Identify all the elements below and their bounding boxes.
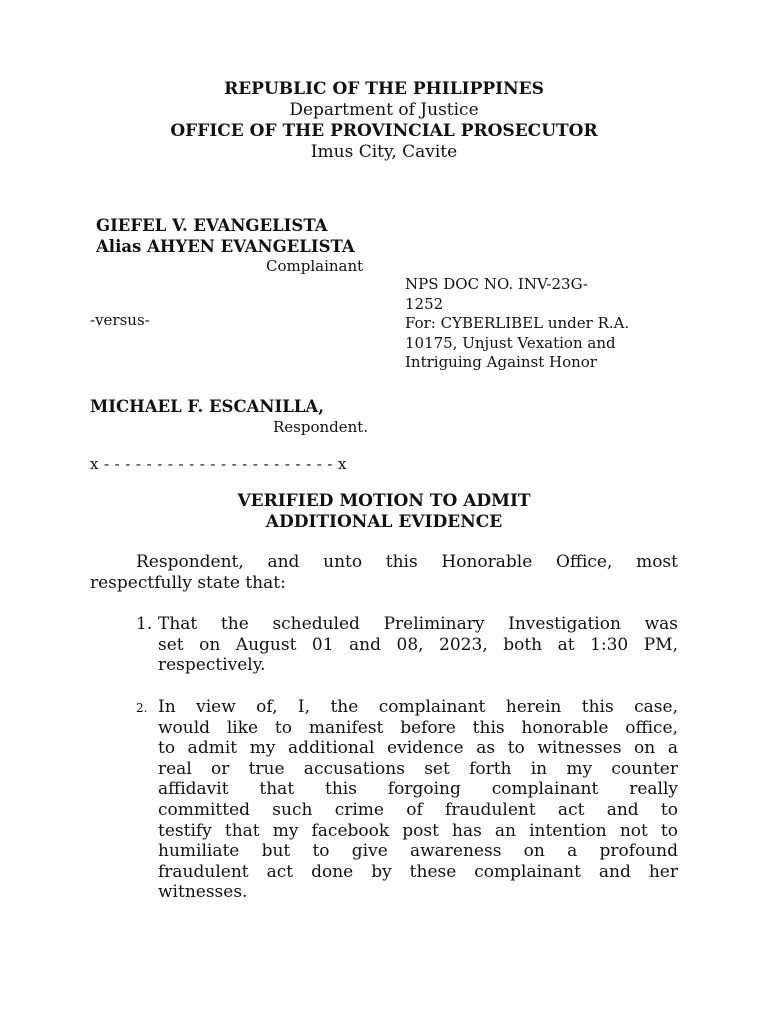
list-item-text <box>158 697 678 903</box>
list-item-line: respectively. <box>158 655 266 676</box>
list-item-1 <box>136 614 678 676</box>
header-department: Department of Justice <box>289 100 479 120</box>
respondent-label: Respondent. <box>273 418 369 436</box>
complainant-alias: Alias AHYEN EVANGELISTA <box>96 237 355 256</box>
list-item-line: real or true accusations set forth in my counter <box>158 758 678 779</box>
list-item-line: committed such crime of fraudulent act and to <box>158 799 678 820</box>
case-info-line: 1252 <box>405 294 444 313</box>
case-info-line: Intriguing Against Honor <box>405 353 597 371</box>
complainant-name: GIEFEL V. EVANGELISTA <box>96 216 328 235</box>
caption-separator: x - - - - - - - - - - - - - - - - - - - - - - x <box>90 455 347 473</box>
document-title-line1: VERIFIED MOTION TO ADMIT <box>237 491 531 511</box>
list-item-line: to admit my additional evidence as to witnesses on a <box>158 738 678 759</box>
intro-line: respectfully state that: <box>90 572 286 593</box>
case-info-line: NPS DOC NO. INV-23G- <box>405 275 588 293</box>
versus-label: -versus- <box>90 311 150 329</box>
list-item-line: In view of, I, the complainant herein this case, <box>158 697 678 717</box>
intro-line: Respondent, and unto this Honorable Office, most <box>136 552 678 572</box>
header-republic: REPUBLIC OF THE PHILIPPINES <box>224 79 544 99</box>
list-item-line: fraudulent act done by these complainant and her <box>158 861 678 882</box>
list-item-line: set on August 01 and 08, 2023, both at 1:30 PM, <box>158 634 678 655</box>
list-item-line: That the scheduled Preliminary Investigation was <box>158 614 678 634</box>
header-location: Imus City, Cavite <box>310 142 458 162</box>
case-info-block <box>405 275 670 373</box>
header-office: OFFICE OF THE PROVINCIAL PROSECUTOR <box>170 121 598 141</box>
list-item-line: humiliate but to give awareness on a profound <box>158 841 678 862</box>
case-info-line: For: CYBERLIBEL under R.A. <box>405 314 630 332</box>
list-item-text <box>158 614 678 676</box>
document-title-line2: ADDITIONAL EVIDENCE <box>265 512 503 532</box>
list-item-line: affidavit that this forgoing complainant really <box>158 779 678 800</box>
list-item-line: testify that my facebook post has an intention not to <box>158 820 678 841</box>
list-item-2 <box>136 697 678 903</box>
case-info-line: 10175, Unjust Vexation and <box>405 333 616 352</box>
list-item-number: 2. <box>136 701 148 715</box>
complainant-label: Complainant <box>266 257 364 275</box>
list-item-line: witnesses. <box>158 882 248 903</box>
respondent-name: MICHAEL F. ESCANILLA, <box>90 397 324 416</box>
list-item-line: would like to manifest before this honorable office, <box>158 717 678 738</box>
intro-paragraph <box>90 552 678 593</box>
list-item-number: 1. <box>136 614 153 634</box>
